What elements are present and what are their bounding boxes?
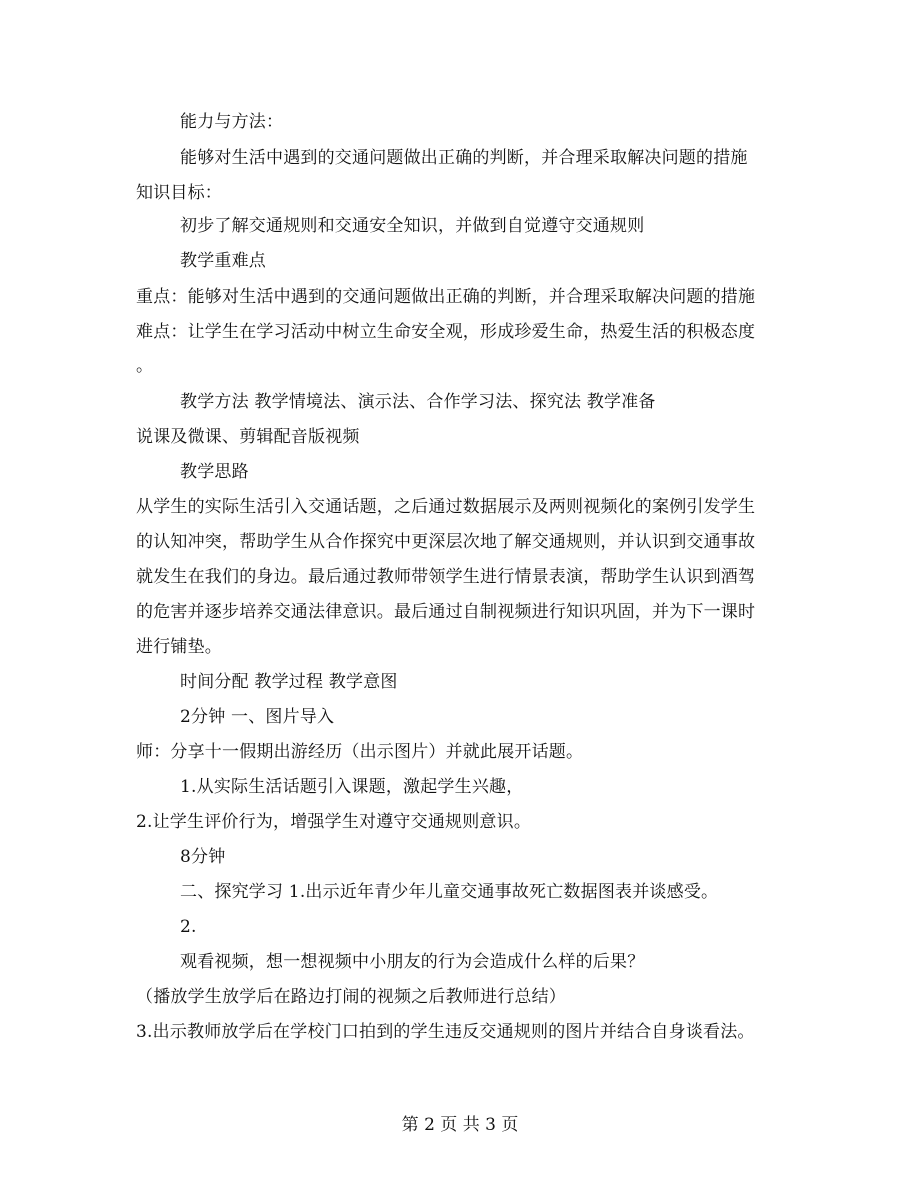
page-footer: 第 2 页 共 3 页	[401, 1115, 519, 1135]
paragraph-line: 2分钟 一、图片导入	[180, 707, 335, 727]
heading-ability-method: 能力与方法：	[180, 112, 284, 132]
paragraph-line: 重点：能够对生活中遇到的交通问题做出正确的判断，并合理采取解决问题的措施	[136, 287, 756, 307]
paragraph-line: 说课及微课、剪辑配音版视频	[136, 427, 360, 447]
paragraph-line: 能够对生活中遇到的交通问题做出正确的判断，并合理采取解决问题的措施	[180, 148, 748, 168]
paragraph-line: 进行铺垫。	[136, 637, 222, 657]
paragraph-line: 3.出示教师放学后在学校门口拍到的学生违反交通规则的图片并结合自身谈看法。	[136, 1022, 755, 1042]
paragraph-line: 初步了解交通规则和交通安全知识，并做到自觉遵守交通规则	[180, 216, 645, 236]
table-header-line: 时间分配 教学过程 教学意图	[180, 672, 398, 692]
paragraph-line: （播放学生放学后在路边打闹的视频之后教师进行总结）	[136, 987, 566, 1007]
paragraph-line: 的认知冲突，帮助学生从合作探究中更深层次地了解交通规则，并认识到交通事故	[136, 532, 756, 552]
paragraph-line: 师：分享十一假期出游经历（出示图片）并就此展开话题。	[136, 742, 584, 762]
paragraph-line: 1.从实际生活话题引入课题，激起学生兴趣，	[180, 777, 524, 797]
paragraph-line: 的危害并逐步培养交通法律意识。最后通过自制视频进行知识巩固，并为下一课时	[136, 602, 756, 622]
paragraph-line: 8分钟	[180, 847, 226, 867]
heading-key-difficult-points: 教学重难点	[180, 251, 266, 271]
paragraph-line: 观看视频，想一想视频中小朋友的行为会造成什么样的后果？	[180, 952, 645, 972]
paragraph-line: 难点：让学生在学习活动中树立生命安全观，形成珍爱生命，热爱生活的积极态度	[136, 322, 756, 342]
paragraph-line: 从学生的实际生活引入交通话题，之后通过数据展示及两则视频化的案例引发学生	[136, 497, 756, 517]
heading-teaching-approach: 教学思路	[180, 462, 249, 482]
paragraph-line: 2.	[180, 917, 197, 937]
heading-knowledge-goal: 知识目标：	[136, 183, 222, 203]
paragraph-line: 教学方法 教学情境法、演示法、合作学习法、探究法 教学准备	[180, 392, 656, 412]
paragraph-line: 。	[136, 356, 154, 376]
paragraph-line: 二、探究学习 1.出示近年青少年儿童交通事故死亡数据图表并谈感受。	[180, 882, 719, 902]
paragraph-line: 2.让学生评价行为，增强学生对遵守交通规则意识。	[136, 812, 532, 832]
paragraph-line: 就发生在我们的身边。最后通过教师带领学生进行情景表演，帮助学生认识到酒驾	[136, 567, 756, 587]
